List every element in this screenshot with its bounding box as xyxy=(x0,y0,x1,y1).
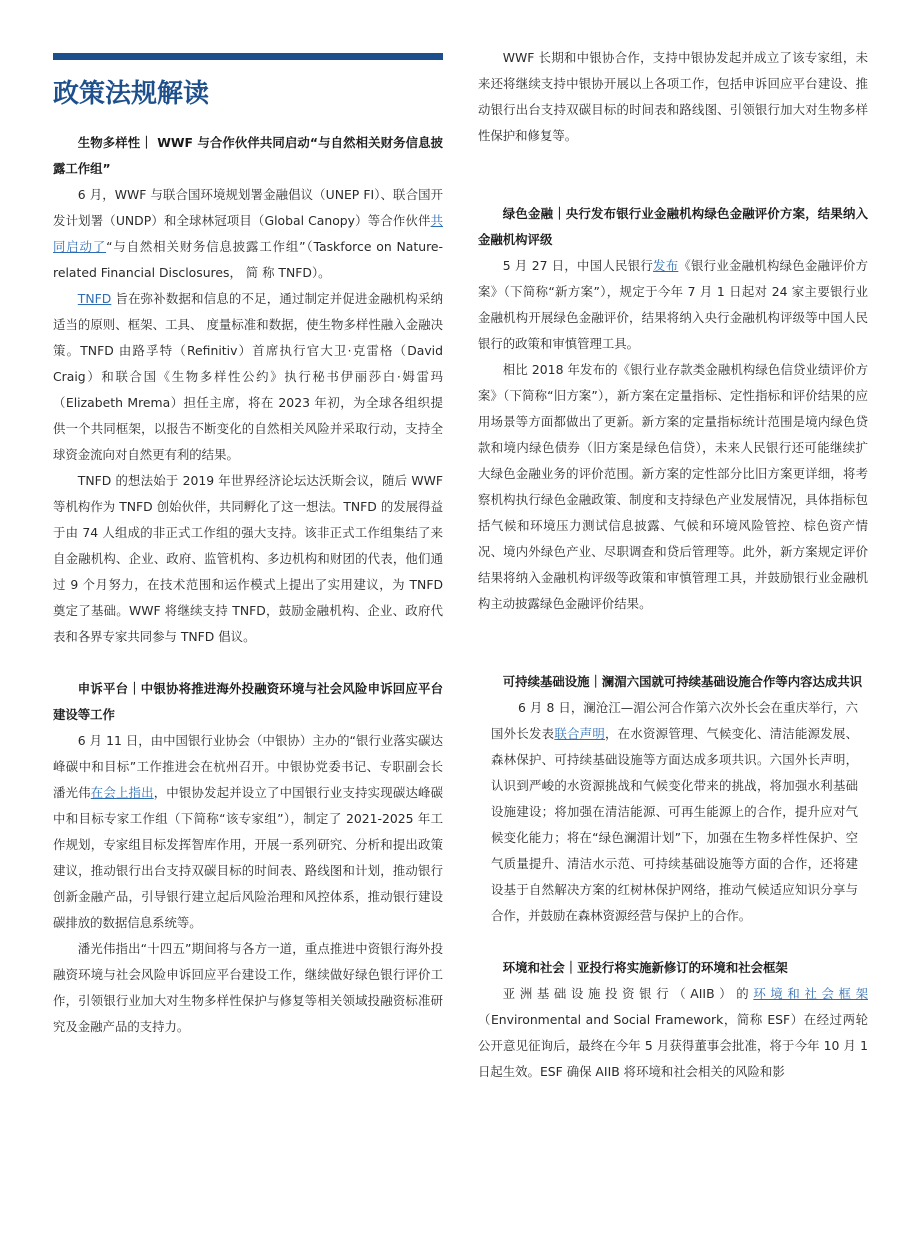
link-tnfd[interactable]: TNFD xyxy=(77,291,112,306)
section-heading-biodiversity: 生物多样性｜ WWF 与合作伙伴共同启动“与自然相关财务信息披露工作组” xyxy=(53,135,443,176)
link-joint-statement[interactable]: 联合声明 xyxy=(554,726,605,741)
paragraph: 潘光伟指出“十四五”期间将与各方一道，重点推进中资银行海外投融资环境与社会风险申诉回应平台建设工作，继续做好绿色银行评价工作，引领银行业加大对生物多样性保护与修复等相关领域投融资标准研究及金融产品的支持力。 xyxy=(53,941,443,1034)
right-column xyxy=(478,45,868,1085)
section-heading-grievance: 申诉平台｜中银协将推进海外投融资环境与社会风险申诉回应平台建设等工作 xyxy=(53,681,443,722)
section-heading-infrastructure: 可持续基础设施｜澜湄六国就可持续基础设施合作等内容达成共识 xyxy=(502,674,863,689)
link-speech[interactable]: 在会上指出 xyxy=(90,785,154,800)
section-heading-esf: 环境和社会｜亚投行将实施新修订的环境和社会框架 xyxy=(502,960,788,975)
title-rule xyxy=(53,53,443,60)
paragraph: TNFD 的想法始于 2019 年世界经济论坛达沃斯会议，随后 WWF 等机构作为 TNFD 创始伙伴，共同孵化了这一想法。TNFD 的发展得益于由 74 人组成的非正式工作组的强大支持。该非正式工作组集结了来自金融机构、企业、政府、监管机构、多边机构和财团的代表，他们通过 9 个月努力，在技术范围和运作模式上提出了实用建议，为 TNFD 奠定了基础。WWF 将继续支持 TNFD，鼓励金融机构、企业、政府代表和各界专家共同参与 TNFD 倡议。 xyxy=(53,473,443,644)
link-launch[interactable]: 共同启动了 xyxy=(53,213,443,254)
paragraph: 亚洲基础设施投资银行（AIIB）的环境和社会框架（Environmental and Social Framework，简称 ESF）在经过两轮公开意见征询后，最终在今年 5 月获得董事会批准，将于今年 10 月 1 日起生效。ESF 确保 AIIB 将环境和社会相关的风险和影 xyxy=(478,986,868,1079)
paragraph: 6 月，WWF 与联合国环境规划署金融倡议（UNEP FI）、联合国开发计划署（UNDP）和全球林冠项目（Global Canopy）等合作伙伴共同启动了“与自然相关财务信息披露工作组”（Taskforce on Nature-related Financial Disclosures， 简 称 TNFD）。 xyxy=(53,187,443,280)
link-esf[interactable]: 环境和社会框架 xyxy=(753,986,868,1001)
section-heading-green-finance: 绿色金融｜央行发布银行业金融机构绿色金融评价方案，结果纳入金融机构评级 xyxy=(478,206,868,247)
paragraph: 6 月 11 日，由中国银行业协会（中银协）主办的“银行业落实碳达峰碳中和目标”工作推进会在杭州召开。中银协党委书记、专职副会长潘光伟在会上指出，中银协发起并设立了中国银行业支持实现碳达峰碳中和目标专家工作组（下简称“该专家组”），制定了 2021-2025 年工作规划，专家组目标发挥智库作用，开展一系列研究、分析和提出政策建议，推动银行出台支持双碳目标的时间表、路线图和计划，推动银行创新金融产品，引导银行建立起后风险治理和风控体系，推动银行建设碳排放的数据信息系统等。 xyxy=(53,733,444,930)
paragraph: TNFD 旨在弥补数据和信息的不足，通过制定并促进金融机构采纳适当的原则、框架、工具、 度量标准和数据，使生物多样性融入金融决策。TNFD 由路孚特（Refinitiv）首席执行官大卫·克雷格（David Craig）和联合国《生物多样性公约》执行秘书伊丽莎白·姆雷玛（Elizabeth Mrema）担任主席，将在 2023 年初，为全球各组织提供一个共同框架，以报告不断变化的自然相关风险并采取行动，支持全球资金流向对自然更有利的结果。 xyxy=(53,291,443,462)
paragraph: 相比 2018 年发布的《银行业存款类金融机构绿色信贷业绩评价方案》（下简称“旧方案”），新方案在定量指标、定性指标和评价结果的应用场景等方面都做出了更新。新方案的定量指标统计范围是境内绿色贷款和境内绿色债券（旧方案是绿色信贷），未来人民银行还可能继续扩大绿色金融业务的评价范围。新方案的定性部分比旧方案更详细，将考察机构执行绿色金融政策、制度和支持绿色产业发展情况，具体指标包括气候和环境压力测试信息披露、气候和环境风险管控、棕色资产情况、境内外绿色产业、尽职调查和贷后管理等。此外，新方案规定评价结果将纳入金融机构评级等政策和审慎管理工具，并鼓励银行业金融机构主动披露绿色金融评价结果。 xyxy=(478,362,868,611)
left-column xyxy=(53,130,443,1040)
paragraph: 5 月 27 日，中国人民银行发布《银行业金融机构绿色金融评价方案》（下简称“新方案”），规定于今年 7 月 1 日起对 24 家主要银行业金融机构开展绿色金融评价，结果将纳入央行金融机构评级等中国人民银行的政策和审慎管理工具。 xyxy=(478,258,869,351)
paragraph: WWF 长期和中银协合作，支持中银协发起并成立了该专家组，未来还将继续支持中银协开展以上各项工作，包括申诉回应平台建设、推动银行出台支持双碳目标的时间表和路线图、引领银行加大对生物多样性保护和修复等。 xyxy=(478,50,868,143)
link-release[interactable]: 发布 xyxy=(653,258,679,273)
page-title: 政策法规解读 xyxy=(53,79,210,109)
paragraph: 6 月 8 日，澜沧江—湄公河合作第六次外长会在重庆举行，六国外长发表联合声明，在水资源管理、气候变化、清洁能源发展、森林保护、可持续基础设施等方面达成多项共识。六国外长声明，认识到严峻的水资源挑战和气候变化带来的挑战，将加强水利基础设施建设；将加强在清洁能源、可再生能源上的合作，提升应对气候变化能力；将在“绿色澜湄计划”下，加强在生物多样性保护、空气质量提升、清洁水示范、可持续基础设施等方面的合作，还将建设基于自然解决方案的红树林保护网络，推动气候适应知识分享与合作，并鼓励在森林资源经营与保护上的合作。 xyxy=(491,700,859,923)
